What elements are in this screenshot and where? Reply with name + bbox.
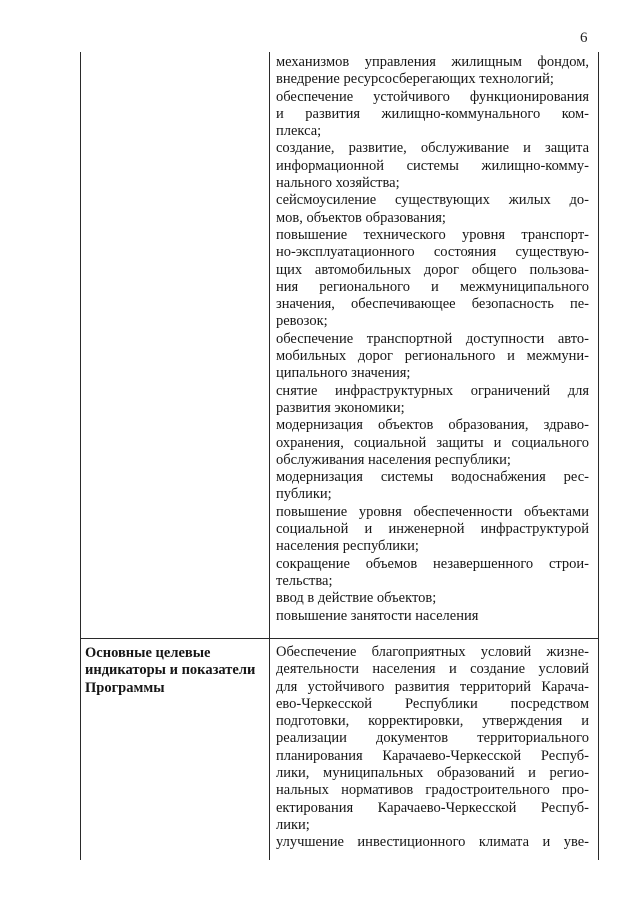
row1-text-line: и развития жилищно-коммунального ком- [276, 105, 589, 122]
row1-text-line: населения республики; [276, 538, 419, 555]
column-divider [269, 52, 270, 860]
row1-text-line: внедрение ресурсосберегающих технологий; [276, 71, 554, 88]
row1-text-line: нального хозяйства; [276, 175, 400, 192]
row1-text-line: но-эксплуатационного состояния существую- [276, 244, 589, 261]
row1-text-line: социальной и инженерной инфраструктурой [276, 521, 589, 538]
row1-text-line: ципального значения; [276, 365, 411, 382]
row1-text-line: модернизация системы водоснабжения рес- [276, 469, 589, 486]
row1-text-line: информационной системы жилищно-комму- [276, 157, 589, 174]
row1-text-line: мобильных дорог регионального и межмуни- [276, 348, 589, 365]
row2-text-line: планирования Карачаево-Черкесской Респуб- [276, 747, 589, 764]
row2-text-line: нальных нормативов градостроительного про- [276, 782, 589, 799]
row2-text-line: ево-Черкесской Республики посредством [276, 695, 589, 712]
row1-text-line: плекса; [276, 123, 322, 140]
row2-text-line: реализации документов территориального [276, 730, 589, 747]
row1-text-line: повышение технического уровня транспорт- [276, 226, 589, 243]
row1-text-line: развития экономики; [276, 399, 405, 416]
row1-text-line: обеспечение транспортной доступности авто- [276, 330, 589, 347]
row2-text-line: Обеспечение благоприятных условий жизне- [276, 644, 589, 660]
row1-text-line: публики; [276, 486, 332, 503]
row1-text-line: ревозок; [276, 313, 328, 330]
row1-text-line: обеспечение устойчивого функционирования [276, 88, 589, 105]
row1-text-line: охранения, социальной защиты и социального [276, 434, 589, 451]
row2-description-cell [276, 644, 589, 852]
row1-text-line: мов, объектов образования; [276, 209, 446, 226]
row1-text-line: сейсмоусиление существующих жилых до- [276, 192, 589, 209]
row1-text-line: создание, развитие, обслуживание и защита [276, 140, 589, 157]
row1-text-line: тельства; [276, 572, 333, 589]
row2-text-line: улучшение инвестиционного климата и уве- [276, 834, 589, 851]
row2-text-line: для устойчивого развития территорий Карача- [276, 678, 589, 695]
row2-label-line: Основные целевые [85, 645, 211, 661]
row1-text-line: механизмов управления жилищным фондом, [276, 54, 589, 70]
row-divider [81, 638, 598, 639]
row2-text-line: деятельности населения и создание условий [276, 661, 589, 678]
row1-text-line: повышение уровня обеспеченности объектами [276, 503, 589, 520]
row2-text-line: лики, муниципальных образований и регио- [276, 765, 589, 782]
row1-text-line: значения, обеспечивающее безопасность пе- [276, 296, 589, 313]
row1-text-line: снятие инфраструктурных ограничений для [276, 382, 589, 399]
row1-description-cell [276, 54, 589, 625]
row1-text-line: повышение занятости населения [276, 607, 479, 624]
row2-text-line: подготовки, корректировки, утверждения и [276, 713, 589, 730]
page-number: 6 [580, 30, 588, 46]
program-passport-table [80, 52, 599, 860]
row1-text-line: сокращение объемов незавершенного строи- [276, 555, 589, 572]
row1-text-line: ввод в действие объектов; [276, 590, 437, 607]
row2-label-line: Программы [85, 679, 165, 696]
row1-text-line: щих автомобильных дорог общего пользова- [276, 261, 589, 278]
row2-label-cell [85, 645, 267, 697]
row1-text-line: ния регионального и межмуниципального [276, 278, 589, 295]
row2-text-line: ектирования Карачаево-Черкесской Респуб- [276, 799, 589, 816]
row2-label-line: индикаторы и показатели [85, 662, 256, 679]
row2-text-line: лики; [276, 816, 310, 833]
row1-text-line: модернизация объектов образования, здраво- [276, 417, 589, 434]
row1-text-line: обслуживания населения республики; [276, 451, 511, 468]
